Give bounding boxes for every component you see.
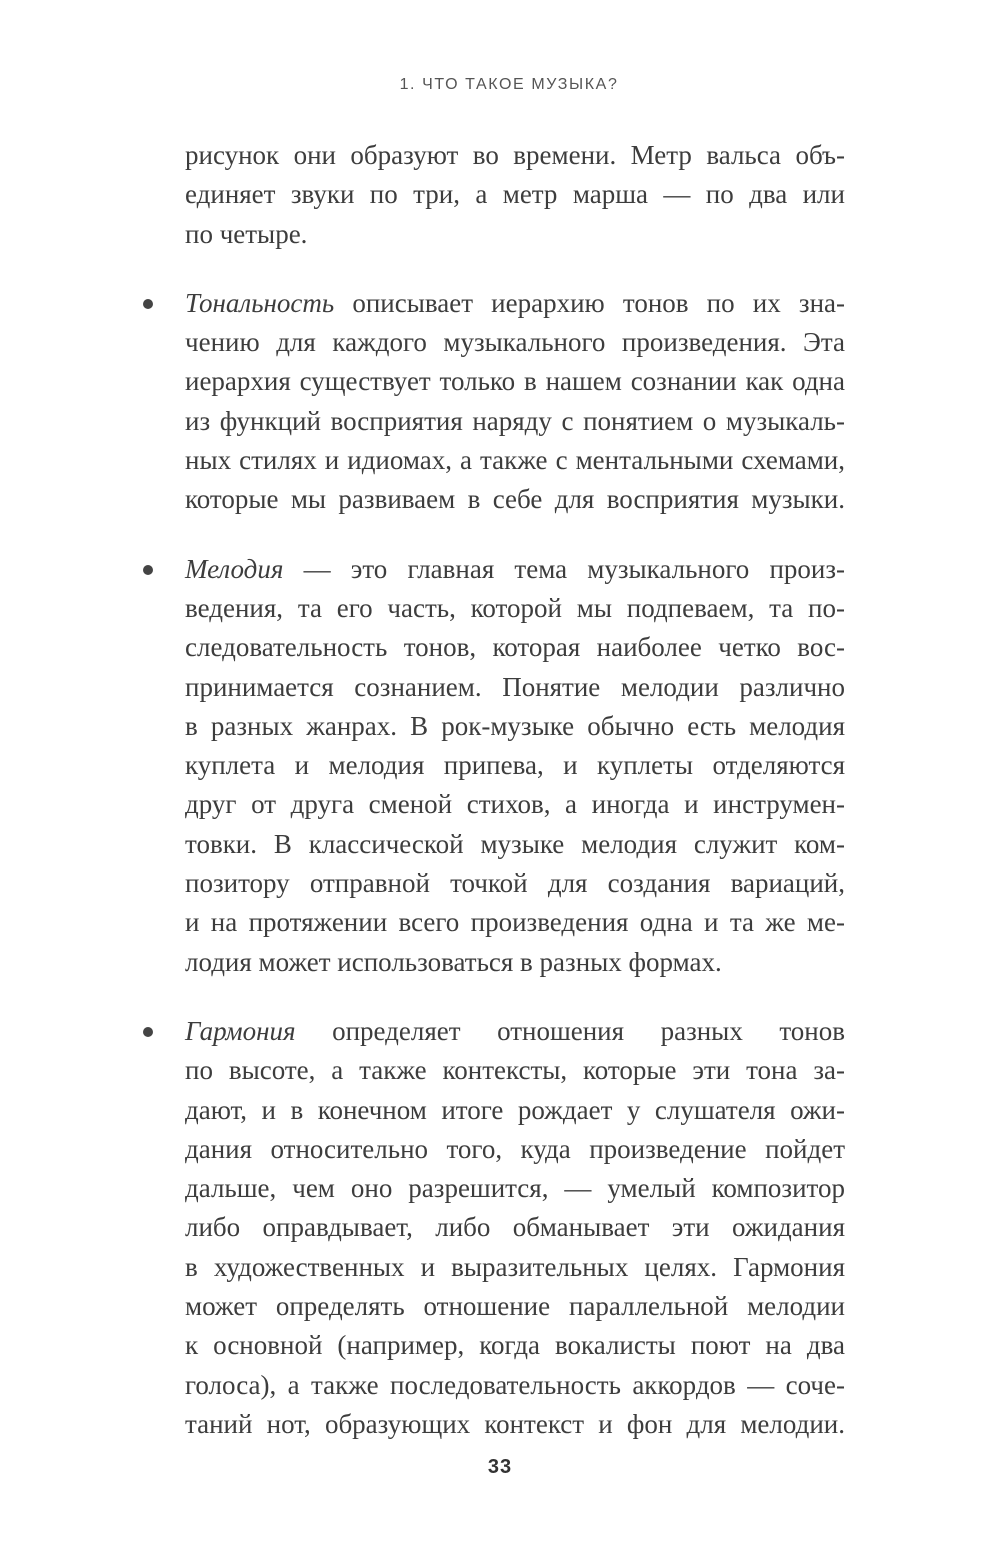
text-line: дают, и в конечном итоге рождает у слушателя ожи- xyxy=(185,1094,845,1125)
page-number: 33 xyxy=(487,1456,513,1478)
list-item-harmony xyxy=(185,1012,845,1444)
term-melody: Мелодия xyxy=(185,553,284,584)
text-line: единяет звуки по три, а метр марша — по два или xyxy=(185,179,845,210)
running-head xyxy=(0,76,1000,94)
text-line: из функций восприятия наряду с понятием о музыкаль- xyxy=(185,405,845,436)
text-line: которые мы развиваем в себе для восприятия музыки. xyxy=(185,484,845,515)
body-text xyxy=(185,136,845,1444)
text-line: либо оправдывает, либо обманывает эти ожидания xyxy=(185,1212,845,1243)
text-line: и на протяжении всего произведения одна и та же ме- xyxy=(185,907,845,938)
item-first-line-rest: — это главная тема музыкального произ- xyxy=(283,553,845,584)
term-tonality: Тональность xyxy=(185,287,335,318)
text-line: иерархия существует только в нашем сознании как одна xyxy=(185,366,845,397)
term-harmony: Гармония xyxy=(185,1015,296,1046)
text-line: ных стилях и идиомах, а также с ментальными схемами, xyxy=(185,445,845,476)
text-line: рисунок они образуют во времени. Метр вальса объ- xyxy=(185,140,845,170)
text-line: к основной (например, когда вокалисты поют на два xyxy=(185,1330,845,1361)
text-line: друг от друга сменой стихов, а иногда и инструмен- xyxy=(185,789,845,820)
bullet-icon xyxy=(143,565,153,575)
text-line: ведения, та его часть, которой мы подпеваем, та по- xyxy=(185,592,845,623)
text-line xyxy=(185,284,845,323)
running-head-text: 1. ЧТО ТАКОЕ МУЗЫКА? xyxy=(399,76,619,93)
bullet-icon xyxy=(143,299,153,309)
text-line: в разных жанрах. В рок-музыке обычно есть мелодия xyxy=(185,710,845,741)
text-line: по высоте, а также контексты, которые эти тона за- xyxy=(185,1055,845,1086)
text-line: позитору отправной точкой для создания вариаций, xyxy=(185,868,845,899)
text-line: голоса), а также последовательность аккордов — соче- xyxy=(185,1369,845,1400)
item-first-line-rest: определяет отношения разных тонов xyxy=(295,1015,845,1046)
text-line: по четыре. xyxy=(185,218,308,249)
list-item-tonality xyxy=(185,284,845,520)
text-line: куплета и мелодия припева, и куплеты отделяются xyxy=(185,750,845,781)
bullet-icon xyxy=(143,1027,153,1037)
text-line: чению для каждого музыкального произведения. Эта xyxy=(185,327,845,358)
text-line: принимается сознанием. Понятие мелодии различно xyxy=(185,671,845,702)
text-line: дальше, чем оно разрешится, — умелый композитор xyxy=(185,1173,845,1204)
text-line: в художественных и выразительных целях. Гармония xyxy=(185,1251,845,1282)
text-line: дания относительно того, куда произведение пойдет xyxy=(185,1133,845,1164)
list-item-melody xyxy=(185,550,845,982)
continuation-paragraph xyxy=(185,136,845,254)
text-line xyxy=(185,1012,845,1051)
text-line: товки. В классической музыке мелодия служит ком- xyxy=(185,828,845,859)
text-line: может определять отношение параллельной мелодии xyxy=(185,1291,845,1322)
text-line: лодия может использоваться в разных формах. xyxy=(185,946,722,977)
item-first-line-rest: описывает иерархию тонов по их зна- xyxy=(334,287,845,318)
text-line: следовательность тонов, которая наиболее четко вос- xyxy=(185,632,845,663)
text-line: таний нот, образующих контекст и фон для мелодии. xyxy=(185,1408,845,1439)
text-line xyxy=(185,550,845,589)
